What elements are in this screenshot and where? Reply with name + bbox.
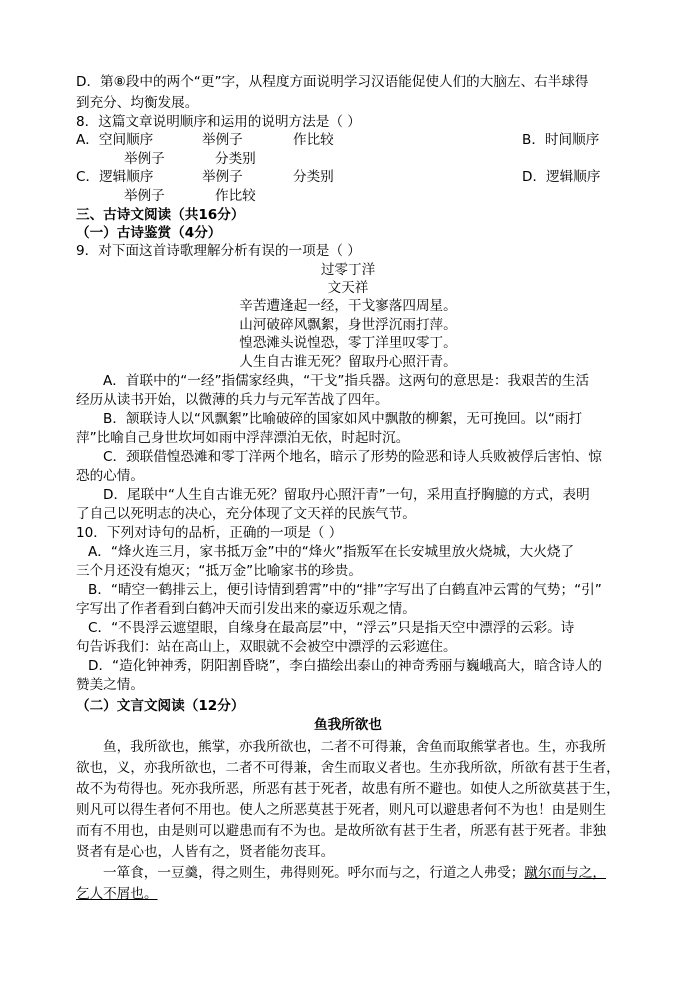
q8-option-a-method1: 举例子 xyxy=(202,132,243,148)
q9-option-a-line2: 经历从读书开始，以微薄的兵力与元军苦战了四年。 xyxy=(76,392,389,408)
prose-line-7-underlined: 蹴尔而与之， xyxy=(524,865,606,881)
prose-line-3: 故不为苟得也。死亦我所恶，所恶有甚于死者，故患有所不避也。如使人之所欲莫甚于生， xyxy=(76,781,620,797)
q8-option-b-method2: 分类别 xyxy=(215,151,256,167)
q10-option-c-line2: 句告诉我们：站在高山上，双眼就不会被空中漂浮的云彩遮住。 xyxy=(76,639,457,655)
prose-line-4: 则凡可以得生者何不用也。使人之所恶莫甚于死者，则凡可以避患者何不为也！由是则生 xyxy=(76,802,607,818)
q10-option-d-line2: 赞美之情。 xyxy=(76,677,144,693)
q9-option-b-line2: 萍”比喻自己身世坎坷如雨中浮萍漂泊无依，时起时沉。 xyxy=(76,430,410,446)
prose-line-6: 贤者有是心也，人皆有之，贤者能勿丧耳。 xyxy=(76,844,335,860)
q9-option-c-line1: C．颈联借惶恐滩和零丁洋两个地名，暗示了形势的险恶和诗人兵败被俘后害怕、惊 xyxy=(103,449,602,465)
q8-option-b-method1: 举例子 xyxy=(124,151,165,167)
poem-author: 文天祥 xyxy=(327,280,369,296)
q10-option-b-line2: 字写出了作者看到白鹤冲天而引发出来的豪迈乐观之情。 xyxy=(76,601,416,617)
q8-option-a-method2: 作比较 xyxy=(293,132,334,148)
section-3-heading: 三、古诗文阅读（共16分） xyxy=(76,207,245,223)
q9-option-a-line1: A．首联中的“一经”指儒家经典，“干戈”指兵器。这两句的意思是：我艰苦的生活 xyxy=(103,373,590,389)
q10-option-a-line2: 三个月还没有熄灭；“抵万金”比喻家书的珍贵。 xyxy=(76,563,362,579)
q7-option-d-line1: D．第⑧段中的两个“更”字，从程度方面说明学习汉语能促使人们的大脑左、右半球得 xyxy=(76,74,589,90)
prose-line-2: 欲也，义，亦我所欲也，二者不可得兼，舍生而取义者也。生亦我所欲，所欲有甚于生者， xyxy=(76,760,620,776)
q10-option-a-line1: A．“烽火连三月，家书抵万金”中的“烽火”指叛军在长安城里放火烧城，大火烧了 xyxy=(88,544,575,560)
section-3-sub1-heading: （一）古诗鉴赏（4分） xyxy=(76,225,222,241)
q10-option-d-line1: D．“造化钟神秀，阴阳割昏晓”，李白描绘出泰山的神奇秀丽与巍峨高大，暗含诗人的 xyxy=(88,658,602,674)
q8-option-d-label: D．逻辑顺序 xyxy=(522,169,601,185)
prose-line-7 xyxy=(103,864,606,883)
poem-title: 过零丁洋 xyxy=(320,262,376,278)
q9-option-d-line2: 了自己以死明志的决心，充分体现了文天祥的民族气节。 xyxy=(76,506,416,522)
poem-line-4: 人生自古谁无死？留取丹心照汗青。 xyxy=(239,354,457,370)
q10-option-b-line1: B．“晴空一鹤排云上，便引诗情到碧霄”中的“排”字写出了白鹤直冲云霄的气势；“引” xyxy=(88,582,602,598)
poem-line-3: 惶恐滩头说惶恐，零丁洋里叹零丁。 xyxy=(239,335,457,351)
q9-option-b-line1: B．颔联诗人以“风飘絮”比喻破碎的国家如风中飘散的柳絮，无可挽回。以“雨打 xyxy=(103,411,583,427)
q8-option-b-label: B．时间顺序 xyxy=(522,132,600,148)
poem-line-1: 辛苦遭逢起一经，干戈寥落四周星。 xyxy=(239,298,457,314)
prose-line-7-plain: 一箪食，一豆羹，得之则生，弗得则死。呼尔而与之，行道之人弗受； xyxy=(103,865,525,881)
section-3-sub2-heading: （二）文言文阅读（12分） xyxy=(76,698,245,714)
q8-option-c-label: C．逻辑顺序 xyxy=(76,169,154,185)
prose-line-1: 鱼，我所欲也，熊掌，亦我所欲也，二者不可得兼，舍鱼而取熊掌者也。生，亦我所 xyxy=(103,739,606,755)
q8-stem: 8．这篇文章说明顺序和运用的说明方法是（ ） xyxy=(76,114,361,130)
q10-option-c-line1: C．“不畏浮云遮望眼，自缘身在最高层”中，“浮云”只是指天空中漂浮的云彩。诗 xyxy=(88,620,575,636)
q8-option-c-method2: 分类别 xyxy=(293,169,334,185)
q9-stem: 9．对下面这首诗歌理解分析有误的一项是（ ） xyxy=(76,243,361,259)
prose-title: 鱼我所欲也 xyxy=(314,717,382,733)
q8-option-c-method1: 举例子 xyxy=(202,169,243,185)
prose-line-8-underlined: 乞人不屑也。 xyxy=(76,886,158,902)
q7-option-d-line2: 到充分、均衡发展。 xyxy=(76,95,199,111)
prose-line-5: 而有不用也，由是则可以避患而有不为也。是故所欲有甚于生者，所恶有甚于死者。非独 xyxy=(76,823,607,839)
q8-option-d-method2: 作比较 xyxy=(215,188,256,204)
q10-stem: 10．下列对诗句的品析，正确的一项是（ ） xyxy=(76,525,343,541)
q8-option-d-method1: 举例子 xyxy=(124,188,165,204)
q9-option-d-line1: D．尾联中“人生自古谁无死？留取丹心照汗青”一句，采用直抒胸臆的方式，表明 xyxy=(103,487,590,503)
q8-option-a-label: A．空间顺序 xyxy=(76,132,154,148)
poem-line-2: 山河破碎风飘絮，身世浮沉雨打萍。 xyxy=(239,317,457,333)
q9-option-c-line2: 恐的心情。 xyxy=(76,468,144,484)
